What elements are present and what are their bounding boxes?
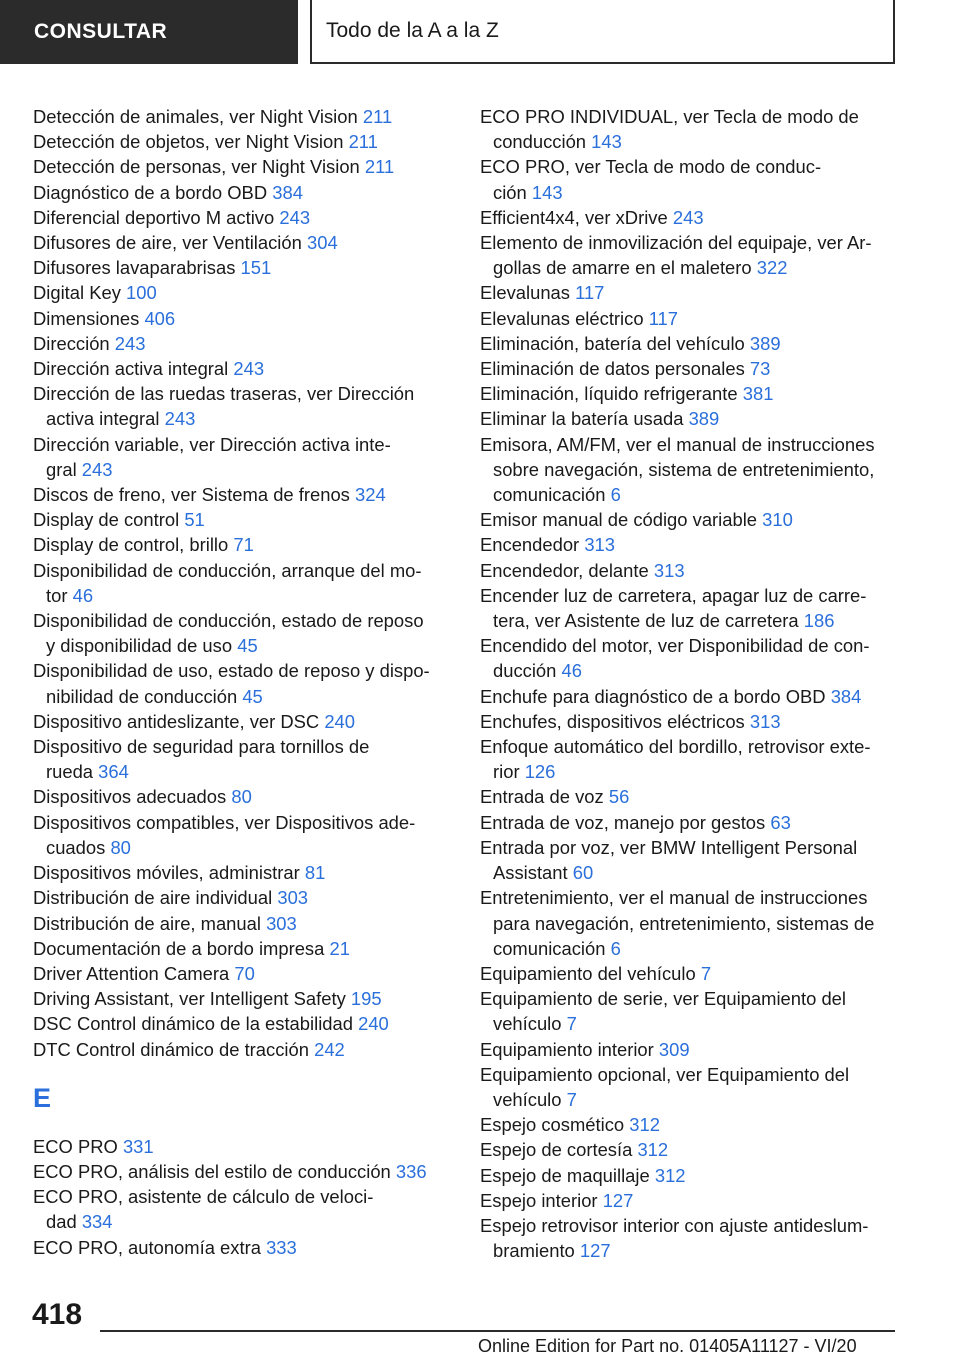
index-entry-text: Eliminación de datos personales bbox=[480, 358, 745, 380]
index-entry bbox=[480, 1163, 900, 1188]
index-entry-text: tera, ver Asistente de luz de carretera bbox=[493, 610, 799, 632]
index-list-d bbox=[33, 104, 451, 1062]
index-entry-text: gollas de amarre en el maletero bbox=[493, 257, 752, 279]
page-link[interactable]: 117 bbox=[648, 307, 679, 329]
page-link[interactable]: 45 bbox=[242, 685, 263, 707]
page-link[interactable]: 384 bbox=[272, 181, 303, 203]
page-link[interactable]: 46 bbox=[561, 660, 582, 682]
page-link[interactable]: 143 bbox=[591, 131, 622, 153]
index-entry bbox=[480, 784, 900, 809]
index-entry bbox=[33, 1011, 451, 1036]
index-entry-text: Espejo de maquillaje bbox=[480, 1164, 650, 1186]
index-entry-text: Distribución de aire individual bbox=[33, 887, 273, 909]
index-entry-text: Elemento de inmovilización del equipaje, ver Ar‐ bbox=[480, 232, 872, 254]
page-link[interactable]: 240 bbox=[358, 1013, 389, 1035]
page-link[interactable]: 143 bbox=[531, 181, 563, 203]
index-entry bbox=[480, 306, 900, 331]
index-entry bbox=[33, 961, 451, 986]
index-entry bbox=[33, 205, 451, 230]
page-link[interactable]: 80 bbox=[110, 836, 131, 858]
index-entry-text: Entrada de voz bbox=[480, 786, 604, 808]
page-link[interactable]: 364 bbox=[98, 761, 129, 783]
index-entry bbox=[480, 734, 900, 784]
index-entry bbox=[480, 986, 900, 1036]
page-link[interactable]: 384 bbox=[830, 685, 862, 707]
page-link[interactable]: 389 bbox=[688, 408, 720, 430]
index-entry bbox=[33, 784, 451, 809]
index-entry-text: Display de control, brillo bbox=[33, 534, 229, 556]
index-list-e bbox=[33, 1134, 451, 1260]
index-entry-text: y disponibilidad de uso bbox=[46, 635, 233, 657]
page-link[interactable]: 243 bbox=[164, 408, 196, 430]
index-entry-text: Disponibilidad de conducción, arranque del mo‐ bbox=[33, 559, 422, 581]
page-header bbox=[0, 0, 960, 66]
index-entry bbox=[480, 583, 900, 633]
index-entry bbox=[33, 558, 451, 608]
page-link[interactable]: 60 bbox=[572, 862, 594, 884]
index-entry-text: Dispositivos compatibles, ver Dispositivos ade‐ bbox=[33, 811, 416, 833]
index-entry bbox=[480, 835, 900, 885]
index-entry-text: Dispositivo antideslizante, ver DSC bbox=[33, 710, 320, 732]
page-link[interactable]: 312 bbox=[637, 1139, 669, 1161]
index-entry-text: ECO PRO, autonomía extra bbox=[33, 1236, 261, 1258]
page-link[interactable]: 46 bbox=[72, 584, 94, 606]
index-entry-text: Detección de personas, ver Night Vision bbox=[33, 156, 360, 178]
footer-edition: Online Edition for Part no. 01405A11127 - VI/20 bbox=[478, 1336, 857, 1356]
index-entry bbox=[33, 911, 451, 936]
index-entry bbox=[33, 658, 451, 708]
index-entry-text: Equipamiento de serie, ver Equipamiento del bbox=[480, 988, 846, 1010]
index-entry bbox=[33, 255, 451, 280]
page-link[interactable]: 117 bbox=[575, 282, 605, 304]
index-entry-text: activa integral bbox=[46, 408, 160, 430]
page-link[interactable]: 309 bbox=[658, 1038, 690, 1060]
index-entry bbox=[33, 532, 451, 557]
index-entry bbox=[480, 205, 900, 230]
index-entry-text: Difusores lavaparabrisas bbox=[33, 257, 236, 279]
page-link[interactable]: 127 bbox=[579, 1240, 611, 1262]
page-link[interactable]: 243 bbox=[279, 206, 311, 228]
page-link[interactable]: 81 bbox=[304, 862, 326, 884]
index-entry-text: Espejo cosmético bbox=[480, 1114, 625, 1136]
index-entry-text: Equipamiento interior bbox=[480, 1038, 654, 1060]
index-entry bbox=[480, 1213, 900, 1263]
page-link[interactable]: 80 bbox=[231, 786, 252, 808]
index-entry-text: Disponibilidad de conducción, estado de reposo bbox=[33, 610, 424, 632]
index-entry-text: Dirección bbox=[33, 332, 110, 354]
index-entry bbox=[480, 507, 900, 532]
index-entry bbox=[33, 860, 451, 885]
index-entry-text: sobre navegación, sistema de entretenimiento, bbox=[493, 458, 875, 480]
index-column-right bbox=[480, 104, 900, 1263]
index-entry bbox=[33, 482, 451, 507]
index-entry-text: Efficient4x4, ver xDrive bbox=[480, 206, 668, 228]
index-entry-text: ECO PRO, asistente de cálculo de veloci‐ bbox=[33, 1186, 374, 1208]
index-entry-text: ECO PRO bbox=[33, 1135, 118, 1157]
index-entry-text: DSC Control dinámico de la estabilidad bbox=[33, 1013, 353, 1035]
index-entry-text: Distribución de aire, manual bbox=[33, 912, 261, 934]
index-entry bbox=[480, 1062, 900, 1112]
index-entry bbox=[33, 432, 451, 482]
index-entry-text: Enfoque automático del bordillo, retrovisor exte‐ bbox=[480, 736, 871, 758]
index-entry-text: Dirección activa integral bbox=[33, 358, 229, 380]
index-entry-text: Entrada de voz, manejo por gestos bbox=[480, 811, 766, 833]
index-entry-text: Encender luz de carretera, apagar luz de carre‐ bbox=[480, 584, 867, 606]
index-entry-text: ECO PRO, ver Tecla de modo de conduc‐ bbox=[480, 156, 822, 178]
index-entry-text: vehículo bbox=[493, 1088, 562, 1110]
page-link[interactable]: 45 bbox=[237, 635, 258, 657]
index-entry-text: Dispositivo de seguridad para tornillos de bbox=[33, 736, 370, 758]
page-link[interactable]: 333 bbox=[266, 1236, 297, 1258]
index-entry bbox=[33, 709, 451, 734]
index-entry bbox=[33, 104, 451, 129]
page-link[interactable]: 100 bbox=[126, 282, 157, 304]
index-entry-text: Eliminación, líquido refrigerante bbox=[480, 383, 738, 405]
index-entry bbox=[480, 1037, 900, 1062]
index-entry-text: Digital Key bbox=[33, 282, 121, 304]
section-letter: E bbox=[33, 1082, 52, 1113]
index-entry-text: Dispositivos móviles, administrar bbox=[33, 862, 300, 884]
page-link[interactable]: 313 bbox=[653, 559, 685, 581]
index-entry bbox=[480, 558, 900, 583]
index-entry bbox=[33, 306, 451, 331]
page-link[interactable]: 324 bbox=[355, 484, 386, 506]
index-entry-text: Dimensiones bbox=[33, 307, 140, 329]
page-link[interactable]: 336 bbox=[395, 1160, 427, 1182]
page-link[interactable]: 7 bbox=[566, 1013, 577, 1035]
index-entry-text: Display de control bbox=[33, 509, 180, 531]
page-link[interactable]: 243 bbox=[672, 206, 704, 228]
index-entry-text: Disponibilidad de uso, estado de reposo y dispo‐ bbox=[33, 660, 430, 682]
index-entry bbox=[33, 331, 451, 356]
index-entry-text: Difusores de aire, ver Ventilación bbox=[33, 232, 302, 254]
index-entry bbox=[33, 936, 451, 961]
index-entry-text: Assistant bbox=[493, 862, 568, 884]
index-entry-text: Encendedor bbox=[480, 534, 580, 556]
index-entry bbox=[33, 986, 451, 1011]
page-link[interactable]: 6 bbox=[610, 937, 621, 959]
index-entry-text: Detección de animales, ver Night Vision bbox=[33, 106, 358, 127]
index-entry bbox=[33, 356, 451, 381]
page-link[interactable]: 389 bbox=[749, 332, 781, 354]
index-entry bbox=[33, 381, 451, 431]
index-entry bbox=[33, 280, 451, 305]
index-list-e-continued bbox=[480, 104, 900, 1263]
index-entry bbox=[33, 129, 451, 154]
page-link[interactable]: 21 bbox=[329, 937, 350, 959]
index-entry-text: Eliminar la batería usada bbox=[480, 408, 684, 430]
index-entry-text: dad bbox=[46, 1211, 77, 1233]
index-entry bbox=[33, 1134, 451, 1159]
index-entry bbox=[480, 432, 900, 508]
index-entry bbox=[480, 810, 900, 835]
index-entry-text: Diagnóstico de a bordo OBD bbox=[33, 181, 268, 203]
index-entry-text: conducción bbox=[493, 131, 587, 153]
index-entry bbox=[33, 885, 451, 910]
index-entry bbox=[480, 331, 900, 356]
index-entry-text: gral bbox=[46, 458, 77, 480]
index-entry bbox=[33, 1235, 451, 1260]
index-entry-text: Entretenimiento, ver el manual de instrucciones bbox=[480, 887, 868, 909]
index-entry bbox=[33, 1159, 451, 1184]
index-entry-text: Enchufe para diagnóstico de a bordo OBD bbox=[480, 685, 826, 707]
page-link[interactable]: 211 bbox=[364, 156, 395, 178]
index-entry-text: rior bbox=[493, 761, 520, 783]
page-link[interactable]: 7 bbox=[566, 1088, 577, 1110]
index-entry bbox=[33, 608, 451, 658]
index-entry-text: Equipamiento opcional, ver Equipamiento del bbox=[480, 1063, 850, 1085]
index-entry-text: Eliminación, batería del vehículo bbox=[480, 332, 745, 354]
index-entry-text: comunicación bbox=[493, 484, 606, 506]
index-entry bbox=[480, 406, 900, 431]
index-entry-text: rueda bbox=[46, 761, 94, 783]
index-entry-text: Documentación de a bordo impresa bbox=[33, 937, 325, 959]
index-entry bbox=[480, 356, 900, 381]
index-entry-text: ción bbox=[493, 181, 527, 203]
section-tab: CONSULTAR bbox=[0, 0, 298, 64]
page-link[interactable]: 7 bbox=[700, 962, 712, 984]
index-entry-text: ECO PRO INDIVIDUAL, ver Tecla de modo de bbox=[480, 106, 859, 127]
page-link[interactable]: 240 bbox=[324, 710, 356, 732]
index-entry-text: Elevalunas eléctrico bbox=[480, 307, 644, 329]
page-link[interactable]: 56 bbox=[608, 786, 630, 808]
index-entry bbox=[33, 507, 451, 532]
index-entry bbox=[33, 154, 451, 179]
index-entry-text: Encendido del motor, ver Disponibilidad de con‐ bbox=[480, 635, 870, 657]
index-entry-text: Detección de objetos, ver Night Vision bbox=[33, 131, 344, 153]
index-entry bbox=[33, 230, 451, 255]
page-link[interactable]: 73 bbox=[749, 358, 771, 380]
index-entry bbox=[33, 180, 451, 205]
index-entry bbox=[480, 230, 900, 280]
index-entry-text: comunicación bbox=[493, 937, 606, 959]
index-entry-text: Encendedor, delante bbox=[480, 559, 649, 581]
index-entry-text: nibilidad de conducción bbox=[46, 685, 238, 707]
page-link[interactable]: 186 bbox=[803, 610, 835, 632]
index-entry bbox=[480, 633, 900, 683]
index-entry-text: Diferencial deportivo M activo bbox=[33, 206, 275, 228]
page-link[interactable]: 313 bbox=[584, 534, 615, 556]
page-link[interactable]: 304 bbox=[306, 232, 338, 254]
index-entry-text: Equipamiento del vehículo bbox=[480, 962, 696, 984]
page-number: 418 bbox=[32, 1298, 83, 1331]
index-entry bbox=[33, 1037, 451, 1062]
index-entry-text: vehículo bbox=[493, 1013, 562, 1035]
page-link[interactable]: 243 bbox=[114, 332, 146, 354]
page-link[interactable]: 310 bbox=[762, 509, 793, 531]
page-link[interactable]: 51 bbox=[184, 509, 205, 531]
index-entry bbox=[480, 280, 900, 305]
index-entry bbox=[33, 1184, 451, 1234]
page-link[interactable]: 312 bbox=[654, 1164, 686, 1186]
page-link[interactable]: 70 bbox=[234, 962, 255, 984]
index-column-left bbox=[33, 104, 451, 1260]
page-link[interactable]: 303 bbox=[266, 912, 297, 934]
index-entry-text: para navegación, entretenimiento, sistemas de bbox=[493, 912, 875, 934]
page-link[interactable]: 243 bbox=[81, 458, 113, 480]
index-entry bbox=[480, 709, 900, 734]
page-link[interactable]: 242 bbox=[314, 1038, 345, 1060]
page-link[interactable]: 243 bbox=[233, 358, 265, 380]
page-link[interactable]: 303 bbox=[277, 887, 309, 909]
page-link[interactable]: 126 bbox=[524, 761, 556, 783]
index-entry bbox=[480, 1112, 900, 1137]
page-link[interactable]: 331 bbox=[122, 1135, 154, 1157]
page-link[interactable]: 6 bbox=[610, 484, 621, 506]
chapter-title: Todo de la A a la Z bbox=[310, 0, 895, 64]
index-entry bbox=[480, 1188, 900, 1213]
index-entry-text: Espejo interior bbox=[480, 1189, 598, 1211]
index-entry-text: Entrada por voz, ver BMW Intelligent Personal bbox=[480, 836, 858, 858]
index-entry bbox=[480, 684, 900, 709]
index-entry-text: Dirección de las ruedas traseras, ver Dirección bbox=[33, 383, 415, 405]
index-entry bbox=[480, 154, 900, 204]
index-entry-text: Dispositivos adecuados bbox=[33, 786, 227, 808]
index-entry-text: DTC Control dinámico de tracción bbox=[33, 1038, 309, 1060]
index-entry bbox=[480, 961, 900, 986]
index-entry-text: Emisor manual de código variable bbox=[480, 509, 758, 531]
page-link[interactable]: 127 bbox=[602, 1189, 634, 1211]
index-entry-text: Espejo retrovisor interior con ajuste antideslum‐ bbox=[480, 1214, 869, 1236]
index-entry bbox=[480, 104, 900, 154]
index-entry bbox=[480, 381, 900, 406]
index-entry-text: Espejo de cortesía bbox=[480, 1139, 633, 1161]
index-entry-text: Enchufes, dispositivos eléctricos bbox=[480, 710, 745, 732]
index-entry-text: Discos de freno, ver Sistema de frenos bbox=[33, 484, 350, 506]
page-link[interactable]: 211 bbox=[348, 131, 378, 153]
page-link[interactable]: 312 bbox=[629, 1114, 660, 1136]
index-entry-text: Elevalunas bbox=[480, 282, 570, 304]
index-entry-text: cuados bbox=[46, 836, 106, 858]
index-entry bbox=[480, 532, 900, 557]
index-entry-text: tor bbox=[46, 584, 68, 606]
index-entry-text: bramiento bbox=[493, 1240, 575, 1262]
index-entry-text: ducción bbox=[493, 660, 557, 682]
page-link[interactable]: 313 bbox=[749, 710, 781, 732]
index-entry-text: Dirección variable, ver Dirección activa inte‐ bbox=[33, 433, 391, 455]
index-entry bbox=[33, 810, 451, 860]
page-link[interactable]: 71 bbox=[233, 534, 254, 556]
footer-divider bbox=[100, 1330, 895, 1332]
page-link[interactable]: 406 bbox=[144, 307, 176, 329]
index-entry-text: Driving Assistant, ver Intelligent Safety bbox=[33, 988, 346, 1010]
page-link[interactable]: 151 bbox=[240, 257, 272, 279]
page-link[interactable]: 381 bbox=[742, 383, 774, 405]
page-link[interactable]: 322 bbox=[756, 257, 788, 279]
index-entry-text: Driver Attention Camera bbox=[33, 962, 230, 984]
page-link[interactable]: 195 bbox=[350, 988, 382, 1010]
index-entry bbox=[33, 734, 451, 784]
page-link[interactable]: 63 bbox=[770, 811, 791, 833]
page-link[interactable]: 334 bbox=[81, 1211, 113, 1233]
index-entry-text: ECO PRO, análisis del estilo de conducción bbox=[33, 1160, 391, 1182]
page-link[interactable]: 211 bbox=[362, 106, 393, 127]
index-entry-text: Emisora, AM/FM, ver el manual de instrucciones bbox=[480, 433, 875, 455]
index-entry bbox=[480, 885, 900, 961]
index-entry bbox=[480, 1137, 900, 1162]
